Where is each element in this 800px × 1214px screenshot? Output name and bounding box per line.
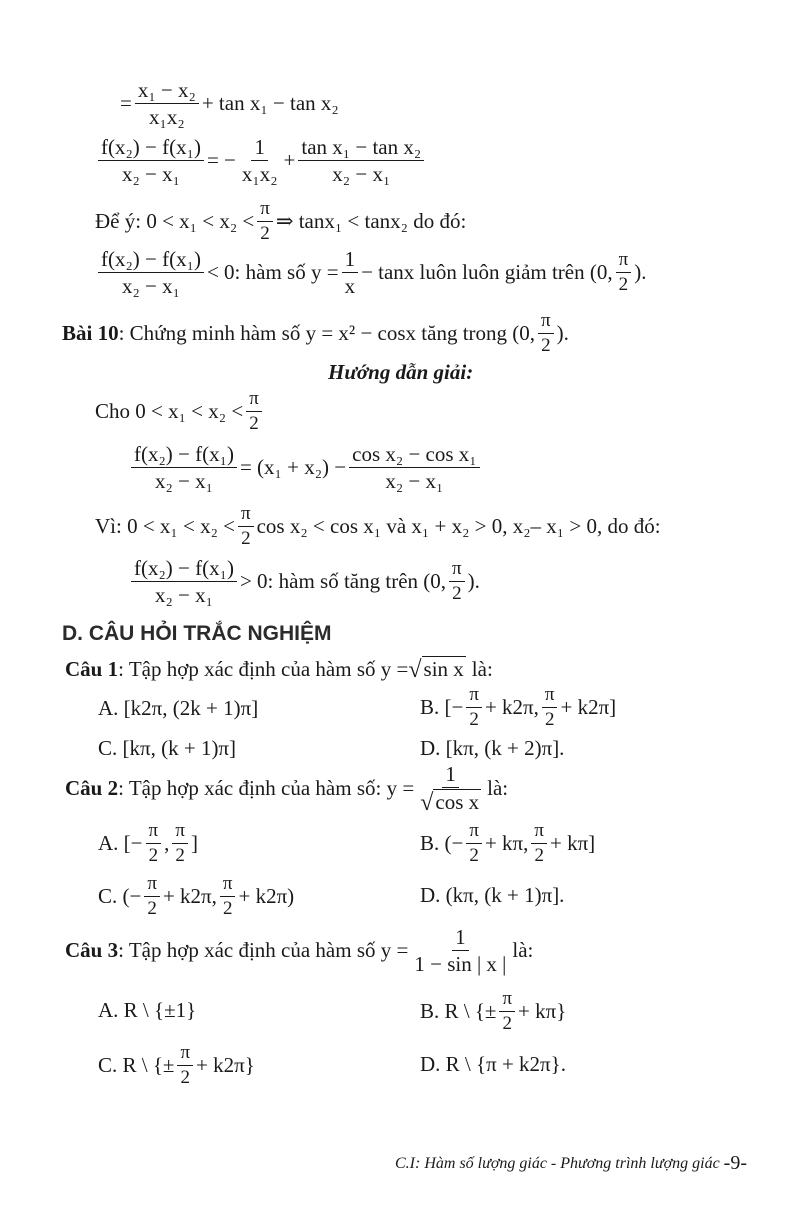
footer-chapter-title: C.I: Hàm số lượng giác - Phương trình lượng giác [395, 1154, 720, 1172]
equation-line-1: = $\frac{\text{x₁ − x₂}}{\text{x₁x₂}}$ + tan x₁ − tan x₂ [120, 78, 339, 130]
solution-line-4: $\frac{\text{f(x₂) − f(x₁)}}{\text{x₂ − x₁}}$ > 0: hàm số tăng trên (0, $\frac{\pi}{2}$ ). [128, 556, 480, 607]
q3-option-d: D. R \ {π + k2π}. [420, 1052, 566, 1076]
q2-option-d: D. (kπ, (k + 1)π]. [420, 883, 565, 907]
q1-option-d: D. [kπ, (k + 2)π]. [420, 736, 565, 760]
solution-line-3: Vì: 0 < x₁ < x₂ < $\frac{\pi}{2}$ cos x₂ < cos x₁ và x₁ + x₂ > 0, x₂– x₁ > 0, do đó: [95, 503, 661, 549]
solution-line-2: $\frac{\text{f(x₂) − f(x₁)}}{\text{x₂ − x₁}}$ = (x₁ + x₂) − $\frac{\text{cos x₂ − cos x₁}}{\text{x₂ − x₁}}$ [128, 442, 483, 493]
q3-option-b: B. R \ {± $\frac{\pi}{2}$ + kπ} [420, 988, 567, 1034]
fraction: $\frac{\text{x₁ − x₂}}{\text{x₁x₂}}$ [135, 78, 199, 129]
square-root: √ cos x [420, 790, 480, 817]
note-line: Để ý: 0 < x₁ < x₂ < $\frac{\pi}{2}$ ⇒ tanx₁ < tanx₂ do đó: [95, 198, 467, 244]
q3-option-c: C. R \ {± $\frac{\pi}{2}$ + k2π} [98, 1042, 255, 1088]
solution-guide-heading: Hướng dẫn giải: [328, 360, 474, 384]
q1-option-c: C. [kπ, (k + 1)π] [98, 736, 237, 760]
q2-option-b: B. (− $\frac{\pi}{2}$ + kπ, $\frac{\pi}{2}$ + kπ] [420, 820, 596, 866]
page-footer [395, 1152, 747, 1175]
q2-option-a: A. [− $\frac{\pi}{2}$ , $\frac{\pi}{2}$ ] [98, 820, 198, 866]
exercise-10: Bài 10 : Chứng minh hàm số y = x² − cosx tăng trong (0, $\frac{\pi}{2}$ ). [62, 310, 569, 356]
difference-quotient: $\frac{\text{f(x₂) − f(x₁)}}{\text{x₂ − x₁}}$ [98, 135, 204, 186]
solution-line-1: Cho 0 < x₁ < x₂ < $\frac{\pi}{2}$ [95, 388, 265, 435]
square-root: √ sin x [408, 657, 464, 684]
question-3: Câu 3 : Tập hợp xác định của hàm số y = $\frac{1}{1 - \sin | x |}$ là: [65, 925, 534, 977]
question-label: Câu 1 [65, 656, 119, 681]
q3-option-a: A. R \ {±1} [98, 998, 197, 1022]
question-label: Câu 2 [65, 776, 119, 801]
q2-option-c: C. (− $\frac{\pi}{2}$ + k2π, $\frac{\pi}{2}$ + k2π) [98, 873, 295, 919]
question-2: Câu 2 : Tập hợp xác định của hàm số: y = 1 √ cos x là: [65, 762, 509, 817]
section-heading: D. CÂU HỎI TRẮC NGHIỆM [62, 622, 332, 645]
q1-option-a: A. [k2π, (2k + 1)π] [98, 696, 259, 720]
question-1: Câu 1 : Tập hợp xác định của hàm số y = √ sin x là: [65, 656, 493, 684]
question-label: Câu 3 [65, 938, 119, 963]
equals-sign: = [120, 91, 132, 116]
equation-line-2: $\frac{\text{f(x₂) − f(x₁)}}{\text{x₂ − x₁}}$ = − $\frac{1}{\text{x₁x₂}}$ + $\frac{\text{tan x₁ − tan x₂}}{\text{x₂ − x₁}}$ [95, 135, 427, 186]
q1-option-b: B. [− $\frac{\pi}{2}$ + k2π, $\frac{\pi}{2}$ + k2π] [420, 684, 617, 730]
conclusion-line: $\frac{\text{f(x₂) − f(x₁)}}{\text{x₂ − x₁}}$ < 0: hàm số y = $\frac{1}{x}$ − tanx luôn luôn giảm trên (0, $\frac{\pi}{2}$ ). [95, 247, 646, 298]
page-number: -9- [723, 1152, 747, 1174]
exercise-label: Bài 10 [62, 320, 119, 345]
